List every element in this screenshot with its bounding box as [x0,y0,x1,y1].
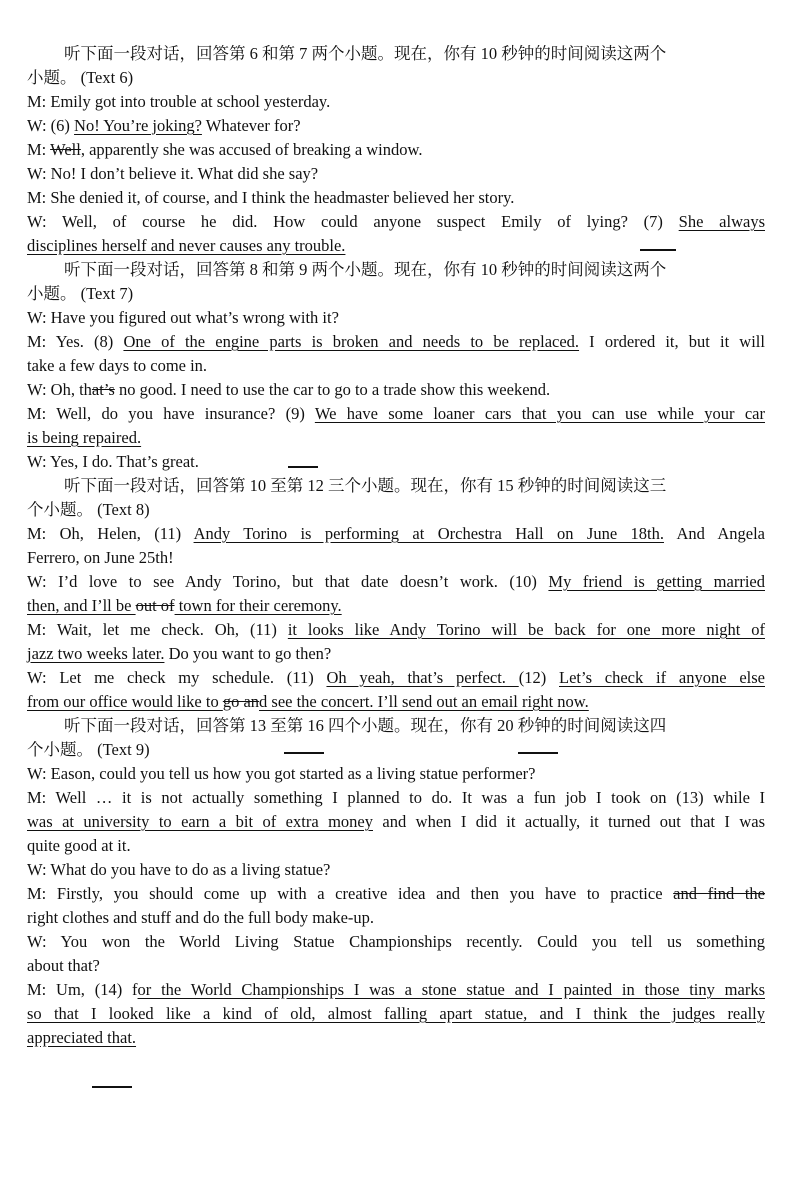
underlined-answer: Oh yeah, that’s perfect. [326,668,519,687]
underlined-answer: then, and I’ll be [27,596,136,615]
underlined-answer: One of the engine parts is broken and needs to be replaced. [123,332,580,351]
dialogue-line: W: Let me check my schedule. (11) Oh yeah, that’s perfect. (12) Let’s check if anyone else [27,668,765,687]
dialogue-line: W: You won the World Living Statue Championships recently. Could you tell us something [27,932,765,951]
section-instruction-text8: 听下面一段对话，回答第 10 至第 12 三个小题。现在，你有 15 秒钟的时间阅读这三 [64,476,667,495]
section-heading-text9: 个小题。 (Text 9) [27,740,150,759]
underlined-answer: No! You’re joking? [74,116,202,135]
struck-text: out of [135,596,175,615]
dialogue-line [27,1026,765,1050]
dialogue-line: W: Yes, I do. That’s great. [27,452,199,471]
dialogue-line: W: Well, of course he did. How could anyone suspect Emily of lying? (7) She always [27,212,765,231]
underlined-answer: from our office would like to [27,692,223,711]
dialogue-line [27,234,765,258]
dialogue-line: W: What do you have to do as a living statue? [27,860,331,879]
underlined-answer: jazz two weeks later. [27,644,165,663]
underlined-answer: d see the concert. I’ll send out an email right now. [259,692,589,711]
dialogue-line: M: Oh, Helen, (11) Andy Torino is performing at Orchestra Hall on June 18th. And Angela [27,524,765,543]
section-instruction-text7: 听下面一段对话，回答第 8 和第 9 两个小题。现在，你有 10 秒钟的时间阅读这两个 [64,260,667,279]
struck-text: Well [50,140,81,159]
dialogue-line: quite good at it. [27,836,131,855]
dialogue-line: M: Firstly, you should come up with a creative idea and then you have to practice and find the [27,884,765,903]
section-instruction-text6: 听下面一段对话，回答第 6 和第 7 两个小题。现在，你有 10 秒钟的时间阅读这两个 [64,44,667,63]
struck-text: go an [222,692,260,711]
section-heading-text8: 个小题。 (Text 8) [27,500,150,519]
underlined-answer: disciplines herself and never causes any trouble. [27,236,346,255]
dialogue-line: W: Oh, that’s no good. I need to use the car to go to a trade show this weekend. [27,380,551,399]
dialogue-line: W: Have you figured out what’s wrong with it? [27,308,339,327]
dialogue-line: M: Emily got into trouble at school yesterday. [27,92,331,111]
dialogue-line: M: Wait, let me check. Oh, (11) it looks like Andy Torino will be back for one more night of [27,620,765,639]
blank-mark [640,249,676,251]
dialogue-line: M: Um, (14) for the World Championships I was a stone statue and I painted in those tiny marks [27,980,765,999]
dialogue-line [27,594,765,618]
dialogue-line: W: I’d love to see Andy Torino, but that date doesn’t work. (10) My friend is getting married [27,572,765,591]
underlined-answer: Let’s check if anyone else [559,668,765,687]
underlined-answer: appreciated that. [27,1028,137,1047]
dialogue-line: right clothes and stuff and do the full body make-up. [27,908,375,927]
struck-text: at’s [91,380,115,399]
dialogue-line: M: Well … it is not actually something I planned to do. It was a fun job I took on (13) while I [27,788,765,807]
dialogue-line [27,690,765,714]
underlined-answer: town for their ceremony. [174,596,342,615]
section-heading-text6: 小题。 (Text 6) [27,68,134,87]
dialogue-line: take a few days to come in. [27,356,208,375]
dialogue-line: about that? [27,956,100,975]
dialogue-line: Ferrero, on June 25th! [27,548,174,567]
underlined-answer: is being repaired. [27,428,142,447]
dialogue-line: M: Well, do you have insurance? (9) We have some loaner cars that you can use while your car [27,404,765,423]
underlined-answer: was at university to earn a bit of extra money [27,812,373,831]
dialogue-line: M: Well, apparently she was accused of breaking a window. [27,140,423,159]
blank-mark [518,752,558,754]
dialogue-line [27,426,765,450]
dialogue-line: M: She denied it, of course, and I think the headmaster believed her story. [27,188,515,207]
underlined-answer: She always [678,212,765,231]
dialogue-line: M: Yes. (8) One of the engine parts is broken and needs to be replaced. I ordered it, but it will [27,332,765,351]
underlined-answer: My friend is getting married [548,572,765,591]
underlined-answer: so that I looked like a kind of old, almost falling apart statue, and I think the judges really [27,1004,765,1023]
blank-mark [284,752,324,754]
underlined-answer: or the World Championships I was a stone statue and I painted in those tiny marks [137,980,765,999]
dialogue-line: W: Eason, could you tell us how you got started as a living statue performer? [27,764,536,783]
dialogue-line: was at university to earn a bit of extra money and when I did it actually, it turned out that I was [27,812,766,831]
section-instruction-text9: 听下面一段对话，回答第 13 至第 16 四个小题。现在，你有 20 秒钟的时间阅读这四 [64,716,667,735]
blank-mark [92,1086,132,1088]
underlined-answer: We have some loaner cars that you can use while your car [314,404,765,423]
section-heading-text7: 小题。 (Text 7) [27,284,134,303]
dialogue-line [27,1002,765,1026]
dialogue-line: jazz two weeks later. Do you want to go then? [27,644,332,663]
dialogue-line: W: (6) No! You’re joking? Whatever for? [27,116,301,135]
underlined-answer: Andy Torino is performing at Orchestra Hall on June 18th. [193,524,664,543]
dialogue-line: W: No! I don’t believe it. What did she say? [27,164,319,183]
struck-text: and find the [673,884,765,903]
blank-mark [288,466,318,468]
underlined-answer: it looks like Andy Torino will be back for one more night of [287,620,765,639]
